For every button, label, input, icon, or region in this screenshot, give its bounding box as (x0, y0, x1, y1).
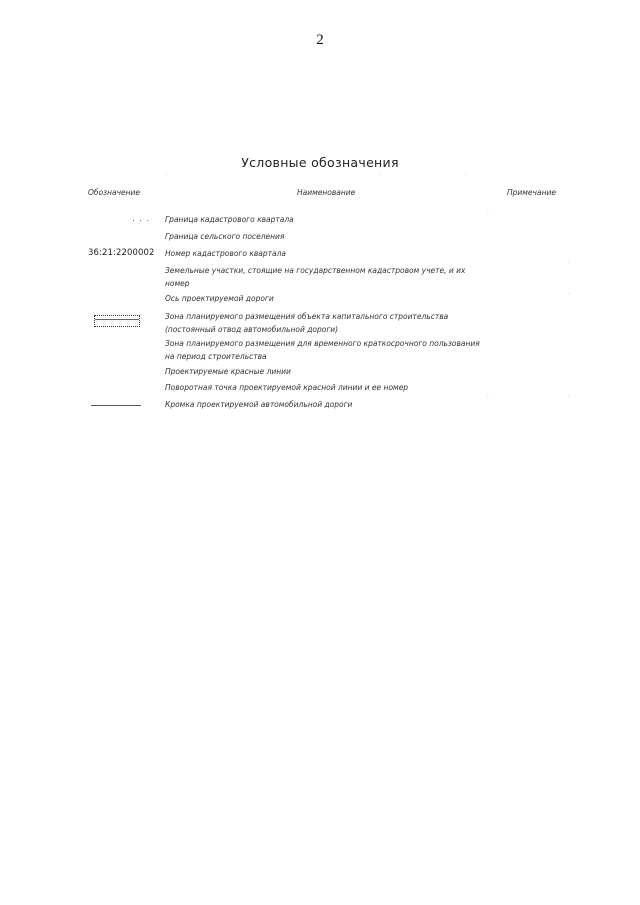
legend-row-name: Граница кадастрового квартала (165, 215, 294, 224)
page-number: 2 (316, 32, 324, 48)
legend-row-name: Зона планируемого размещения объекта капитального строительства (постоянный отвод автомобильной дороги) (165, 312, 449, 334)
dotted-rectangle-icon (94, 315, 140, 327)
legend-row-name: Номер кадастрового квартала (165, 249, 286, 258)
header-note: Примечание (507, 188, 556, 197)
legend-row-name: Ось проектируемой дороги (165, 294, 274, 303)
scan-speck: . (568, 289, 570, 296)
legend-row-name: Граница сельского поселения (165, 232, 285, 241)
legend-row-name: Проектируемые красные линии (165, 367, 291, 376)
scan-speck: . (568, 392, 570, 399)
scan-speck: . (165, 170, 167, 177)
cadastral-number-symbol: 36:21:2200002 (88, 248, 155, 258)
legend-row-name: Зона планируемого размещения для временного краткосрочного пользования на период строительства (165, 339, 480, 361)
scan-speck: . (487, 206, 489, 213)
solid-line-icon (91, 405, 141, 406)
scan-speck: . (465, 170, 467, 177)
legend-row-name: Кромка проектируемой автомобильной дороги (165, 400, 353, 409)
scan-speck: . (380, 170, 382, 177)
legend-title: Условные обозначения (241, 155, 399, 170)
scan-speck: . (487, 392, 489, 399)
legend-row-name: Поворотная точка проектируемой красной линии и ее номер (165, 383, 409, 392)
header-designation: Обозначение (88, 188, 141, 197)
header-name: Наименование (297, 188, 356, 197)
scan-speck: . (568, 258, 570, 265)
dotted-boundary-icon: . . . (132, 214, 150, 223)
legend-row-name: Земельные участки, стоящие на государственном кадастровом учете, и их номер (165, 266, 466, 288)
